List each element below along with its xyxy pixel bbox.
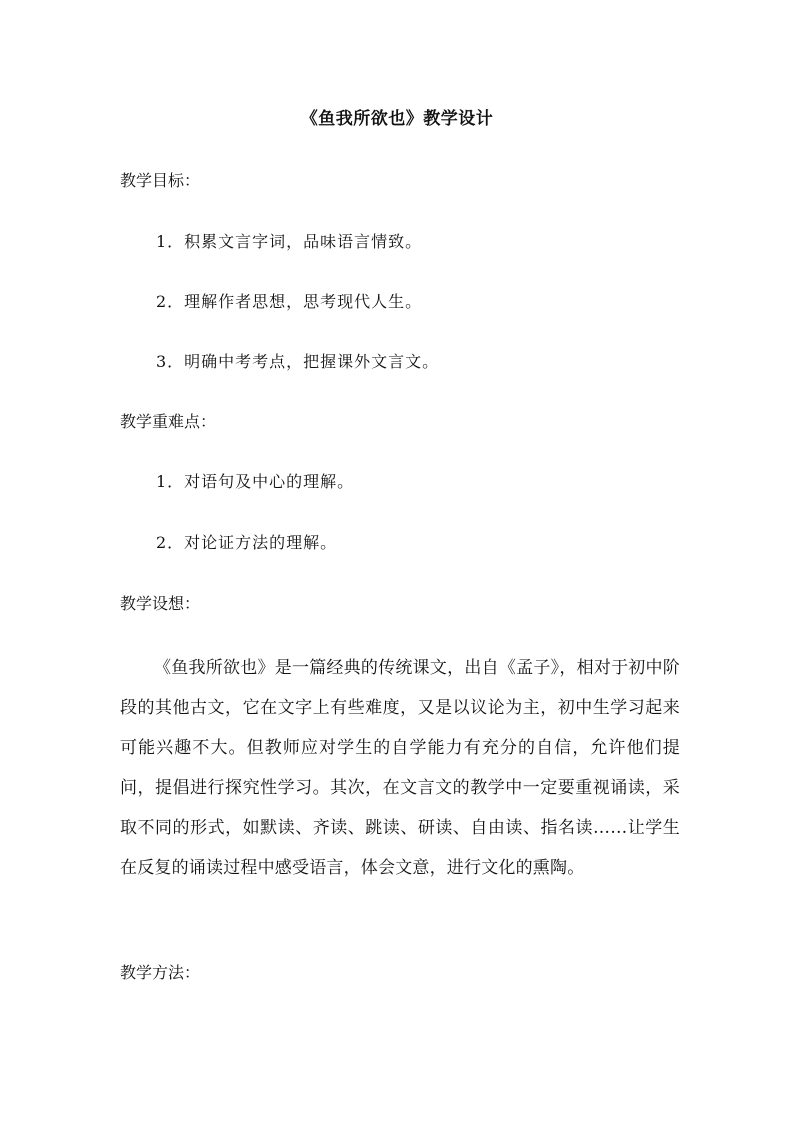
page-title: 《鱼我所欲也》教学设计 bbox=[300, 109, 494, 129]
objective-item: 1．积累文言字词，品味语言情致。 bbox=[156, 232, 423, 251]
concept-paragraph: 《鱼我所欲也》是一篇经典的传统课文，出自《孟子》，相对于初中阶段的其他古文，它在文字上有些难度，又是以议论为主，初中生学习起来可能兴趣不大。但教师应对学生的自学能力有充分的自信，允许他们提问，提倡进行探究性学习。其次，在文言文的教学中一定要重视诵读，采取不同的形式，如默读、齐读、跳读、研读、自由读、指名读……让学生在反复的诵读过程中感受语言，体会文意，进行文化的熏陶。 bbox=[120, 658, 680, 878]
key-point-item: 2．对论证方法的理解。 bbox=[156, 533, 338, 552]
concept-heading: 教学设想： bbox=[120, 594, 201, 613]
objective-item: 3．明确中考考点，把握课外文言文。 bbox=[156, 352, 440, 371]
key-point-item: 1．对语句及中心的理解。 bbox=[156, 472, 355, 491]
methods-heading: 教学方法： bbox=[120, 963, 201, 982]
key-points-heading: 教学重难点： bbox=[120, 412, 217, 431]
objective-item: 2．理解作者思想，思考现代人生。 bbox=[156, 292, 423, 311]
objectives-heading: 教学目标： bbox=[120, 171, 201, 190]
